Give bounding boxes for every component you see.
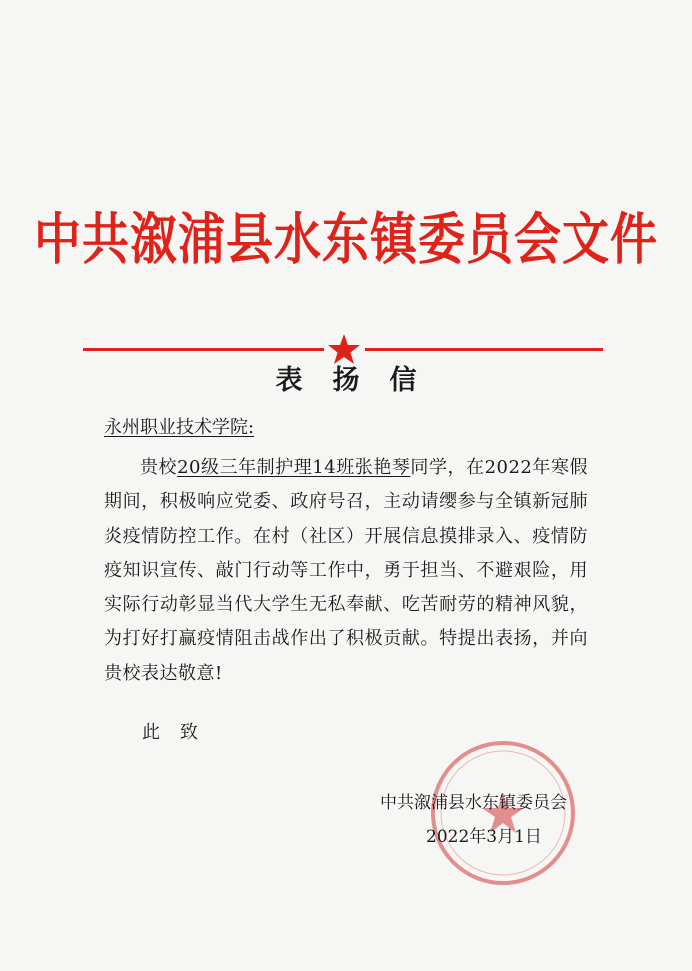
red-rule-left bbox=[83, 348, 324, 351]
closing: 此致 bbox=[142, 722, 218, 743]
letter-body bbox=[104, 451, 588, 691]
recipient: 永州职业技术学院: bbox=[104, 417, 255, 438]
document-header: 中共溆浦县水东镇委员会文件 bbox=[34, 207, 658, 273]
body-rest: 同学，在2022年寒假期间，积极响应党委、政府号召，主动请缨参与全镇新冠肺炎疫情防控工作。在村（社区）开展信息摸排录入、疫情防疫知识宣传、敲门行动等工作中，勇于担当、不避艰险，用实际行动彰显当代大学生无私奉献、吃苦耐劳的精神风貌，为打好打赢疫情阻击战作出了积极贡献。特提出表扬，并向贵校表达敬意! bbox=[104, 457, 589, 684]
letter-title: 表扬信 bbox=[275, 365, 447, 396]
signature-organization: 中共溆浦县水东镇委员会 bbox=[380, 793, 567, 813]
student-info: 20级三年制护理14班张艳琴 bbox=[177, 457, 411, 478]
body-lead: 贵校 bbox=[140, 457, 178, 478]
official-seal bbox=[428, 738, 578, 888]
signature-date: 2022年3月1日 bbox=[426, 827, 542, 847]
red-rule-right bbox=[365, 348, 603, 351]
